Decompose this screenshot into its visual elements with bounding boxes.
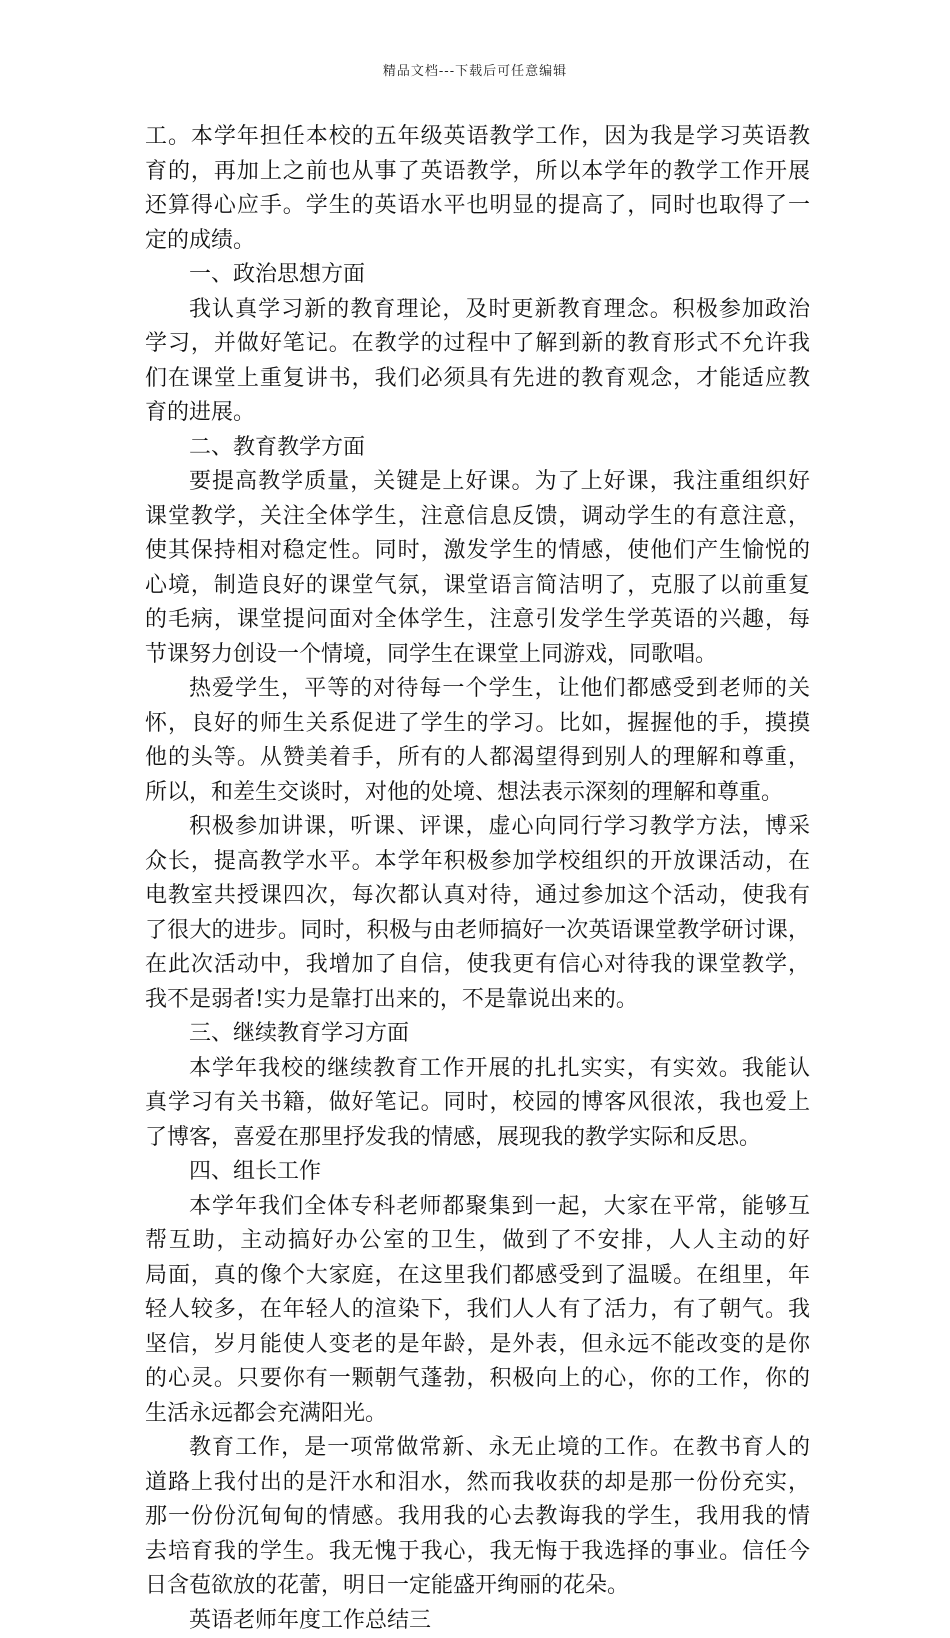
text-line: 育的进展。 [145, 396, 810, 431]
text-line: 坚信，岁月能使人变老的是年龄，是外表，但永远不能改变的是你 [145, 1328, 810, 1363]
text-line: 一、政治思想方面 [145, 258, 810, 293]
text-line: 了博客，喜爱在那里抒发我的情感，展现我的教学实际和反思。 [145, 1121, 810, 1156]
text-line: 日含苞欲放的花蕾，明日一定能盛开绚丽的花朵。 [145, 1569, 810, 1604]
text-line: 了很大的进步。同时，积极与由老师搞好一次英语课堂教学研讨课， [145, 914, 810, 949]
text-line: 我不是弱者!实力是靠打出来的，不是靠说出来的。 [145, 983, 810, 1018]
text-line: 所以，和差生交谈时，对他的处境、想法表示深刻的理解和尊重。 [145, 776, 810, 811]
text-line: 那一份份沉甸甸的情感。我用我的心去教诲我的学生，我用我的情 [145, 1500, 810, 1535]
text-line: 的心灵。只要你有一颗朝气蓬勃，积极向上的心，你的工作，你的 [145, 1362, 810, 1397]
text-line: 的毛病，课堂提问面对全体学生，注意引发学生学英语的兴趣，每 [145, 603, 810, 638]
document-body [145, 120, 810, 1638]
text-line: 还算得心应手。学生的英语水平也明显的提高了，同时也取得了一 [145, 189, 810, 224]
text-line: 心境，制造良好的课堂气氛，课堂语言简洁明了，克服了以前重复 [145, 569, 810, 604]
text-line: 积极参加讲课，听课、评课，虚心向同行学习教学方法，博采 [145, 810, 810, 845]
text-line: 去培育我的学生。我无愧于我心，我无悔于我选择的事业。信任今 [145, 1535, 810, 1570]
text-line: 工。本学年担任本校的五年级英语教学工作，因为我是学习英语教 [145, 120, 810, 155]
text-line: 本学年我们全体专科老师都聚集到一起，大家在平常，能够互 [145, 1190, 810, 1225]
text-line: 课堂教学，关注全体学生，注意信息反馈，调动学生的有意注意， [145, 500, 810, 535]
text-line: 他的头等。从赞美着手，所有的人都渴望得到别人的理解和尊重， [145, 741, 810, 776]
text-line: 要提高教学质量，关键是上好课。为了上好课，我注重组织好 [145, 465, 810, 500]
text-line: 节课努力创设一个情境，同学生在课堂上同游戏，同歌唱。 [145, 638, 810, 673]
text-line: 二、教育教学方面 [145, 431, 810, 466]
text-line: 三、继续教育学习方面 [145, 1017, 810, 1052]
text-line: 真学习有关书籍，做好笔记。同时，校园的博客风很浓，我也爱上 [145, 1086, 810, 1121]
text-line: 在此次活动中，我增加了自信，使我更有信心对待我的课堂教学， [145, 948, 810, 983]
text-line: 轻人较多，在年轻人的渲染下，我们人人有了活力，有了朝气。我 [145, 1293, 810, 1328]
text-line: 众长，提高教学水平。本学年积极参加学校组织的开放课活动，在 [145, 845, 810, 880]
text-line: 们在课堂上重复讲书，我们必须具有先进的教育观念，才能适应教 [145, 362, 810, 397]
text-line: 我认真学习新的教育理论，及时更新教育理念。积极参加政治 [145, 293, 810, 328]
text-line: 使其保持相对稳定性。同时，激发学生的情感，使他们产生愉悦的 [145, 534, 810, 569]
text-line: 本学年我校的继续教育工作开展的扎扎实实，有实效。我能认 [145, 1052, 810, 1087]
text-line: 教育工作，是一项常做常新、永无止境的工作。在教书育人的 [145, 1431, 810, 1466]
page-header: 精品文档---下载后可任意编辑 [0, 64, 950, 80]
text-line: 育的，再加上之前也从事了英语教学，所以本学年的教学工作开展 [145, 155, 810, 190]
text-line: 生活永远都会充满阳光。 [145, 1397, 810, 1432]
text-line: 道路上我付出的是汗水和泪水，然而我收获的却是那一份份充实， [145, 1466, 810, 1501]
text-line: 定的成绩。 [145, 224, 810, 259]
text-line: 怀，良好的师生关系促进了学生的学习。比如，握握他的手，摸摸 [145, 707, 810, 742]
text-line: 热爱学生，平等的对待每一个学生，让他们都感受到老师的关 [145, 672, 810, 707]
text-line: 四、组长工作 [145, 1155, 810, 1190]
text-line: 学习，并做好笔记。在教学的过程中了解到新的教育形式不允许我 [145, 327, 810, 362]
text-line: 电教室共授课四次，每次都认真对待，通过参加这个活动，使我有 [145, 879, 810, 914]
text-line: 帮互助，主动搞好办公室的卫生，做到了不安排，人人主动的好 [145, 1224, 810, 1259]
text-line: 局面，真的像个大家庭，在这里我们都感受到了温暖。在组里，年 [145, 1259, 810, 1294]
text-line: 英语老师年度工作总结三 [145, 1604, 810, 1638]
